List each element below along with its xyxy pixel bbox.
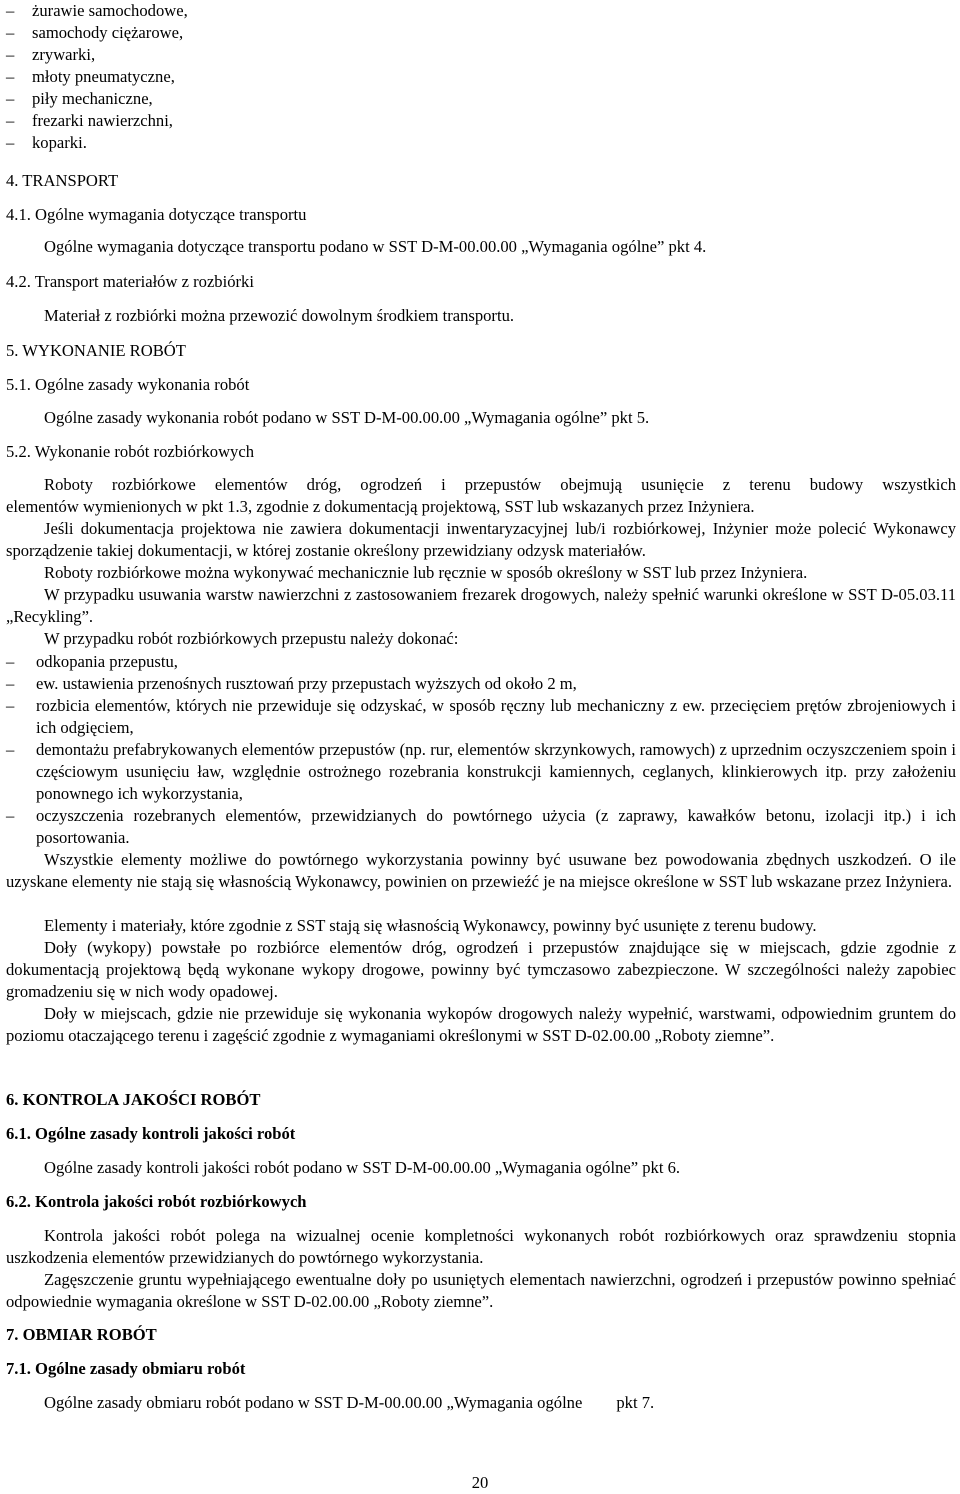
subsection-heading: 6.2. Kontrola jakości robót rozbiórkowych <box>6 1192 307 1211</box>
section-heading: 7. OBMIAR ROBÓT <box>6 1325 157 1344</box>
list-item: – młoty pneumatyczne, <box>6 67 175 86</box>
section-heading: 4. TRANSPORT <box>6 171 119 190</box>
list-item: – żurawie samochodowe, <box>6 1 188 20</box>
paragraph: Jeśli dokumentacja projektowa nie zawiera dokumentacji inwentaryzacyjnej lub/i rozbiórkowej, Inżynier może polecić Wykonawcy sporządzenie takiej dokumentacji, w której zostanie określony przewidziany odzysk materiałów. <box>6 519 956 560</box>
list-item: – piły mechaniczne, <box>6 89 153 108</box>
subsection-heading: 6.1. Ogólne zasady kontroli jakości robót <box>6 1124 296 1143</box>
paragraph: Doły (wykopy) powstałe po rozbiórce elementów dróg, ogrodzeń i przepustów znajdujące się w miejscach, gdzie zgodnie z dokumentacją projektową będą wykonane wykopy drogowe, powinny być tymczasowo zabezpieczone. W szczególności należy zapobiec gromadzeniu się w nich wody opadowej. <box>6 938 956 1001</box>
subsection-heading: 4.2. Transport materiałów z rozbiórki <box>6 272 254 291</box>
paragraph: Wszystkie elementy możliwe do powtórnego wykorzystania powinny być usuwane bez powodowania zbędnych uszkodzeń. O ile uzyskane elementy nie stają się własnością Wykonawcy, powinien on przewieźć je na miejsce określone w SST lub wskazane przez Inżyniera. <box>6 850 956 891</box>
section-heading: 6. KONTROLA JAKOŚCI ROBÓT <box>6 1090 261 1109</box>
list-item: – rozbicia elementów, których nie przewiduje się odzyskać, w sposób ręczny lub mechaniczny z ew. przecięciem prętów zbrojeniowych i ich odgięciem, <box>6 696 956 737</box>
page-number: 20 <box>471 1473 489 1492</box>
paragraph: Elementy i materiały, które zgodnie z SST stają się własnością Wykonawcy, powinny być usunięte z terenu budowy. <box>44 916 817 935</box>
list-item: – koparki. <box>6 133 87 152</box>
paragraph: Roboty rozbiórkowe można wykonywać mechanicznie lub ręcznie w sposób określony w SST lub przez Inżyniera. <box>44 563 808 582</box>
list-item: – samochody ciężarowe, <box>6 23 184 42</box>
paragraph: W przypadku usuwania warstw nawierzchni z zastosowaniem frezarek drogowych, należy spełnić warunki określone w SST D-05.03.11 „Recykling”. <box>6 585 956 626</box>
paragraph: Ogólne wymagania dotyczące transportu podano w SST D-M-00.00.00 „Wymagania ogólne” pkt 4. <box>44 237 707 256</box>
subsection-heading: 5.2. Wykonanie robót rozbiórkowych <box>6 442 255 461</box>
paragraph-line: elementów wymienionych w pkt 1.3, zgodnie z dokumentacją projektową, SST lub wskazanych przez Inżyniera. <box>6 497 755 516</box>
paragraph: Ogólne zasady wykonania robót podano w SST D-M-00.00.00 „Wymagania ogólne” pkt 5. <box>44 408 650 427</box>
list-item: – frezarki nawierzchni, <box>6 111 173 130</box>
subsection-heading: 4.1. Ogólne wymagania dotyczące transportu <box>6 205 307 224</box>
subsection-heading: 5.1. Ogólne zasady wykonania robót <box>6 375 250 394</box>
list-item: – odkopania przepustu, <box>6 652 178 671</box>
section-heading: 5. WYKONANIE ROBÓT <box>6 341 186 360</box>
paragraph: Kontrola jakości robót polega na wizualnej ocenie kompletności wykonanych robót rozbiórkowych oraz sprawdzeniu stopnia uszkodzenia elementów przewidzianych do powtórnego wykorzystania. <box>6 1226 956 1267</box>
list-item: – zrywarki, <box>6 45 96 64</box>
paragraph: Zagęszczenie gruntu wypełniającego ewentualne doły po usuniętych elementach nawierzchni, ogrodzeń i przepustów powinno spełniać odpowiednie wymagania określone w SST D-02.00.00 „Roboty ziemne”. <box>6 1270 956 1311</box>
paragraph-line: Roboty rozbiórkowe elementów dróg, ogrodzeń i przepustów obejmują usunięcie z terenu budowy wszystkich <box>44 475 956 494</box>
subsection-heading: 7.1. Ogólne zasady obmiaru robót <box>6 1359 246 1378</box>
paragraph: Ogólne zasady obmiaru robót podano w SST D-M-00.00.00 „Wymagania ogólne pkt 7. <box>44 1393 655 1412</box>
paragraph: Materiał z rozbiórki można przewozić dowolnym środkiem transportu. <box>44 306 515 325</box>
paragraph: W przypadku robót rozbiórkowych przepustu należy dokonać: <box>44 629 459 648</box>
list-item: – ew. ustawienia przenośnych rusztowań przy przepustach wyższych od około 2 m, <box>6 674 577 693</box>
paragraph: Ogólne zasady kontroli jakości robót podano w SST D-M-00.00.00 „Wymagania ogólne” pkt 6. <box>44 1158 681 1177</box>
list-item: – demontażu prefabrykowanych elementów przepustów (np. rur, elementów skrzynkowych, ramowych) z uprzednim oczyszczeniem spoin i częściowym usunięciu ław, względnie ostrożnego rozebrania konstrukcji kamiennych, ceglanych, klinkierowych itp. przy założeniu ponownego ich wykorzystania, <box>6 740 956 803</box>
paragraph: Doły w miejscach, gdzie nie przewiduje się wykonania wykopów drogowych należy wypełnić, warstwami, odpowiednim gruntem do poziomu otaczającego terenu i zagęścić zgodnie z wymaganiami określonymi w SST D-02.00.00 „Roboty ziemne”. <box>6 1004 956 1045</box>
list-item: – oczyszczenia rozebranych elementów, przewidzianych do powtórnego użycia (z zaprawy, kawałków betonu, izolacji itp.) i ich posortowania. <box>6 806 956 847</box>
